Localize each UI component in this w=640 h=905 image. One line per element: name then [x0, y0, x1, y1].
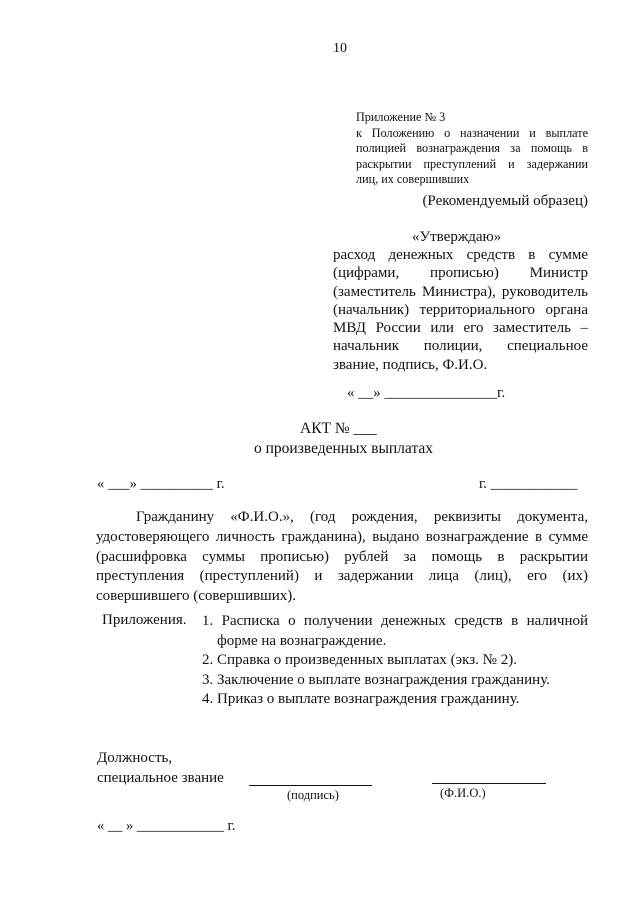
body-line: Гражданину «Ф.И.О.», (год рождения, реквизиты документа,	[136, 509, 588, 525]
recommended-sample-label: (Рекомендуемый образец)	[422, 193, 588, 209]
appendix-line: полицией вознаграждения за помощь в	[356, 141, 588, 155]
signature-caption: (подпись)	[287, 788, 339, 802]
appendix-line: лиц, их совершивших	[356, 172, 470, 186]
page-number: 10	[333, 41, 347, 56]
attachment-item: форме на вознаграждение.	[217, 632, 387, 649]
body-line: удостоверяющего личность гражданина), выдано вознаграждение в сумме	[96, 528, 588, 545]
attachments-label: Приложения.	[102, 612, 187, 628]
name-line	[432, 783, 546, 784]
approval-line: (цифрами, прописью) Министр	[333, 265, 588, 282]
appendix-line: раскрытии преступлений и задержании	[356, 156, 588, 171]
approval-line: звание, подпись, Ф.И.О.	[333, 356, 488, 373]
attachment-item: 4. Приказ о выплате вознаграждения гражданину.	[202, 691, 520, 707]
attachment-item: 2. Справка о произведенных выплатах (экз. № 2).	[202, 652, 517, 668]
name-caption: (Ф.И.О.)	[440, 786, 486, 800]
signature-line	[249, 785, 372, 786]
act-subtitle: о произведенных выплатах	[254, 440, 433, 457]
act-date: « ___» __________ г.	[97, 476, 225, 492]
body-line: совершившего (совершивших).	[96, 588, 296, 605]
attachment-item: 3. Заключение о выплате вознаграждения гражданину.	[202, 671, 550, 688]
appendix-line: к Положению о назначении и выплате	[356, 125, 588, 140]
body-line: преступления (преступлений) и задержании лица (лиц), его (их)	[96, 568, 588, 585]
attachment-item: 1. Расписка о получении денежных средств в наличной	[202, 613, 588, 629]
signature-rank: специальное звание	[97, 770, 224, 786]
attachments-list	[202, 612, 588, 710]
appendix-line: Приложение № 3	[356, 110, 446, 124]
body-line: (расшифровка суммы прописью) рублей за помощь в раскрытии	[96, 548, 588, 565]
approval-line: начальник полиции, специальное	[333, 338, 588, 355]
approval-block	[333, 246, 588, 374]
approval-title: «Утверждаю»	[412, 229, 502, 245]
approval-line: (заместитель Министра), руководитель	[333, 283, 588, 300]
act-body-paragraph	[96, 508, 588, 607]
act-title: АКТ № ___	[300, 420, 377, 437]
signature-date: « __ » ____________ г.	[97, 818, 236, 834]
signature-position: Должность,	[97, 750, 173, 766]
appendix-header	[356, 110, 588, 188]
approval-line: (начальник) территориального органа	[333, 301, 588, 318]
act-city: г. ____________	[479, 476, 578, 492]
approval-line: расход денежных средств в сумме	[333, 247, 588, 263]
approval-line: МВД России или его заместитель –	[333, 320, 588, 337]
approval-date: « __» _______________г.	[347, 385, 506, 401]
